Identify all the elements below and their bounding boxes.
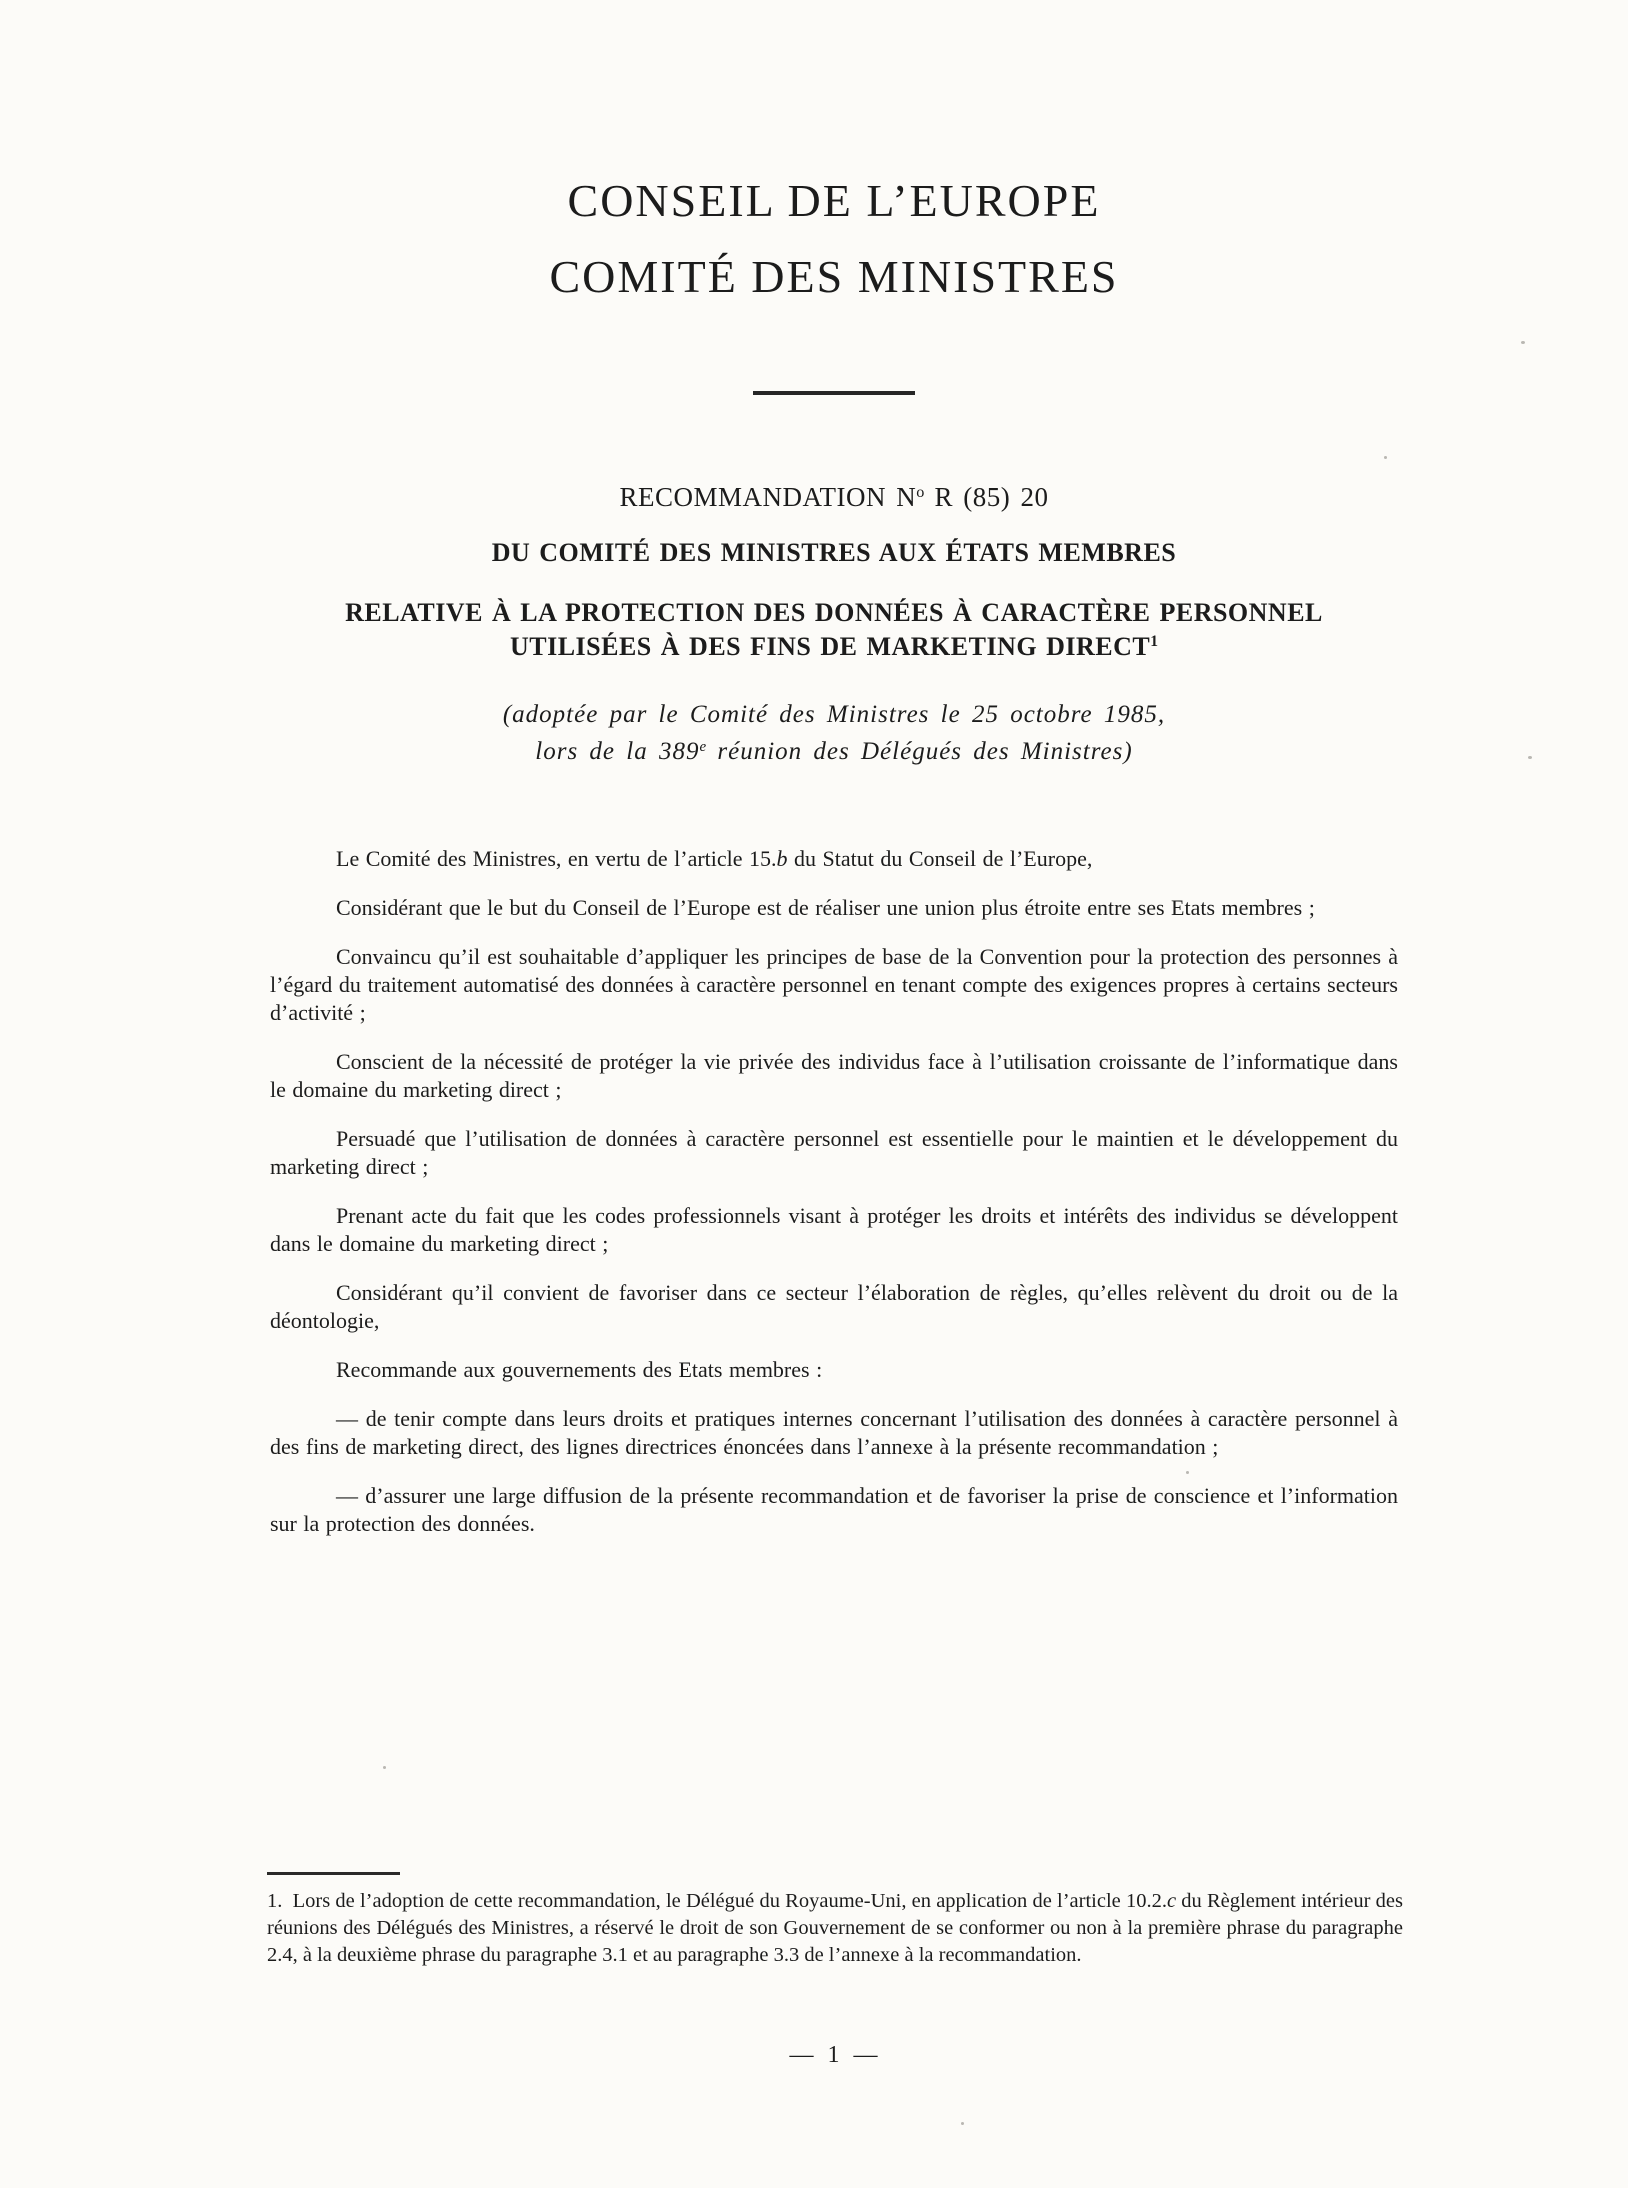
- paragraph: [270, 894, 1398, 922]
- footnote: [267, 1888, 1403, 1969]
- paragraph: [270, 1202, 1398, 1258]
- recommendation-number-heading: [251, 482, 1417, 513]
- adoption-note-line-1: (adoptée par le Comité des Ministres le 25 octobre 1985,: [502, 701, 1166, 728]
- text-run: Persuadé que l’utilisation de données à caractère personnel est essentielle pour le maintien et le développement du marketing direct ;: [270, 1126, 1398, 1179]
- page-number: — 1 —: [789, 2042, 879, 2068]
- document-title: [251, 163, 1417, 315]
- title-divider-rule: [753, 391, 915, 395]
- paragraph: [270, 943, 1398, 1027]
- text-run: Prenant acte du fait que les codes professionnels visant à protéger les droits et intérêts des individus se développent dans le domaine du marketing direct ;: [270, 1203, 1398, 1256]
- text-run: 1. Lors de l’adoption de cette recommandation, le Délégué du Royaume-Uni, en application de l’article 10.2.: [267, 1890, 1167, 1912]
- text-run: Convaincu qu’il est souhaitable d’appliquer les principes de base de la Convention pour la protection des personnes à l’égard du traitement automatisé des données à caractère personnel en tenant compte des exigences propres à certains secteurs d’activité ;: [270, 944, 1398, 1025]
- title-line-1: CONSEIL DE L’EUROPE: [567, 175, 1101, 226]
- text-run: Considérant que le but du Conseil de l’Europe est de réaliser une union plus étroite entre ses Etats membres ;: [336, 895, 1315, 920]
- adoption-note: [251, 696, 1417, 774]
- paragraph: [270, 1482, 1398, 1538]
- footnote-rule: [267, 1872, 400, 1875]
- body-paragraphs: [270, 845, 1398, 1559]
- paragraph: [270, 845, 1398, 873]
- scan-speck: [1521, 341, 1525, 344]
- adoption-note-line-2: [251, 733, 1417, 774]
- adoption-note-line-2-pre: lors de la 389: [535, 738, 700, 765]
- scan-speck: [1186, 1471, 1189, 1474]
- adoption-note-line-2-post: réunion des Délégués des Ministres): [706, 738, 1133, 765]
- subject-heading-line-2-text: UTILISÉES À DES FINS DE MARKETING DIRECT: [509, 632, 1151, 661]
- scan-speck: [383, 1766, 386, 1769]
- footnote-text: [267, 1890, 1403, 1966]
- paragraph: [270, 1125, 1398, 1181]
- text-run: du Statut du Conseil de l’Europe,: [787, 846, 1093, 871]
- paragraph: [270, 1048, 1398, 1104]
- scan-speck: [1528, 756, 1532, 759]
- subject-heading-line-2: [251, 630, 1417, 668]
- paragraph: [270, 1405, 1398, 1461]
- scan-speck: [961, 2122, 964, 2125]
- text-run: Conscient de la nécessité de protéger la vie privée des individus face à l’utilisation croissante de l’informatique dans le domaine du marketing direct ;: [270, 1049, 1398, 1102]
- text-run: du Règlement intérieur des réunions des Délégués des Ministres, a réservé le droit de son Gouvernement de se conformer ou non à la première phrase du paragraphe 2.4, à la deuxième phrase du paragraphe 3.1 et au paragraphe 3.3 de l’annexe à la recommandation.: [267, 1890, 1403, 1966]
- paragraph: [270, 1279, 1398, 1335]
- addressees-heading: DU COMITÉ DES MINISTRES AUX ÉTATS MEMBRES: [491, 538, 1177, 567]
- scan-speck: [1384, 456, 1387, 459]
- recommendation-number-superscript: o: [916, 483, 925, 502]
- italic-run: c: [1166, 1890, 1177, 1912]
- text-run: — d’assurer une large diffusion de la présente recommandation et de favoriser la prise de conscience et l’information sur la protection des données.: [270, 1483, 1398, 1536]
- recommendation-number-pre: RECOMMANDATION N: [619, 482, 917, 512]
- text-run: — de tenir compte dans leurs droits et pratiques internes concernant l’utilisation des données à caractère personnel à des fins de marketing direct, des lignes directrices énoncées dans l’annexe à la présente recommandation ;: [270, 1406, 1398, 1459]
- paragraph: [270, 1356, 1398, 1384]
- subject-heading: [251, 596, 1417, 668]
- text-run: Recommande aux gouvernements des Etats membres :: [336, 1357, 823, 1382]
- title-line-2: COMITÉ DES MINISTRES: [549, 251, 1119, 302]
- text-run: Le Comité des Ministres, en vertu de l’article 15.: [336, 846, 777, 871]
- footnote-reference-mark: 1: [1150, 633, 1159, 651]
- text-run: Considérant qu’il convient de favoriser dans ce secteur l’élaboration de règles, qu’elles relèvent du droit ou de la déontologie,: [270, 1280, 1398, 1333]
- italic-run: b: [776, 846, 788, 871]
- adoption-note-ordinal-superscript: e: [699, 738, 707, 755]
- recommendation-number-post: R (85) 20: [924, 482, 1049, 512]
- subject-heading-line-1: RELATIVE À LA PROTECTION DES DONNÉES À CARACTÈRE PERSONNEL: [345, 598, 1323, 627]
